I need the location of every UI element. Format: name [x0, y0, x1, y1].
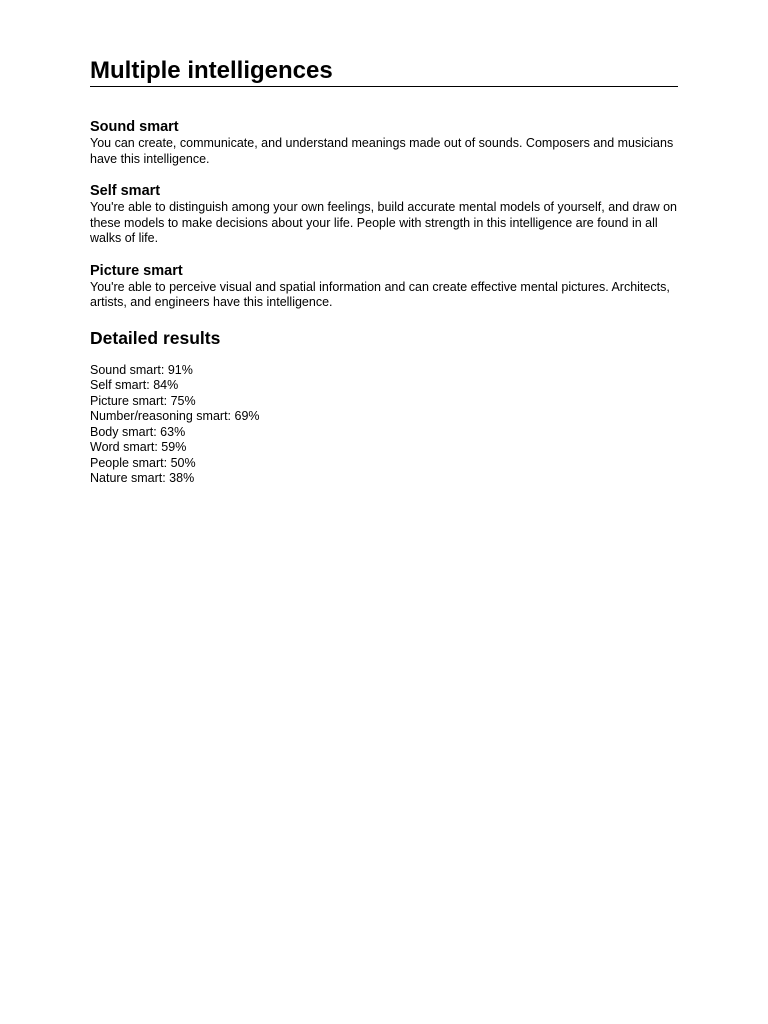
- results-heading: Detailed results: [90, 327, 221, 348]
- section-heading: Sound smart: [90, 119, 179, 135]
- result-item-people-smart: People smart: 50%: [90, 455, 196, 470]
- section-heading: Self smart: [90, 183, 161, 199]
- section-description: You're able to perceive visual and spatial information and can create effective mental pictures. Architects, artists, and engineers have this intelligence.: [90, 279, 670, 309]
- section-picture-smart: [90, 262, 678, 311]
- result-item-self-smart: Self smart: 84%: [90, 378, 179, 392]
- section-description: You're able to distinguish among your own feelings, build accurate mental models of yourself, and draw on these models to make decisions about your life. People with strength in this intelligence are found in all walks of life.: [90, 200, 677, 245]
- document-page: [90, 56, 678, 487]
- result-item-picture-smart: Picture smart: 75%: [90, 393, 196, 408]
- result-item-word-smart: Word smart: 59%: [90, 440, 187, 454]
- result-item-number-reasoning-smart: Number/reasoning smart: 69%: [90, 409, 260, 423]
- section-heading: Picture smart: [90, 262, 183, 279]
- section-self-smart: [90, 182, 678, 247]
- section-description: You can create, communicate, and understand meanings made out of sounds. Composers and musicians have this intelligence.: [90, 136, 674, 166]
- page-title: Multiple intelligences: [90, 56, 678, 87]
- result-item-nature-smart: Nature smart: 38%: [90, 471, 195, 485]
- result-item-sound-smart: Sound smart: 91%: [90, 362, 193, 377]
- result-item-body-smart: Body smart: 63%: [90, 424, 186, 439]
- results-list: [90, 363, 678, 487]
- section-sound-smart: [90, 118, 678, 167]
